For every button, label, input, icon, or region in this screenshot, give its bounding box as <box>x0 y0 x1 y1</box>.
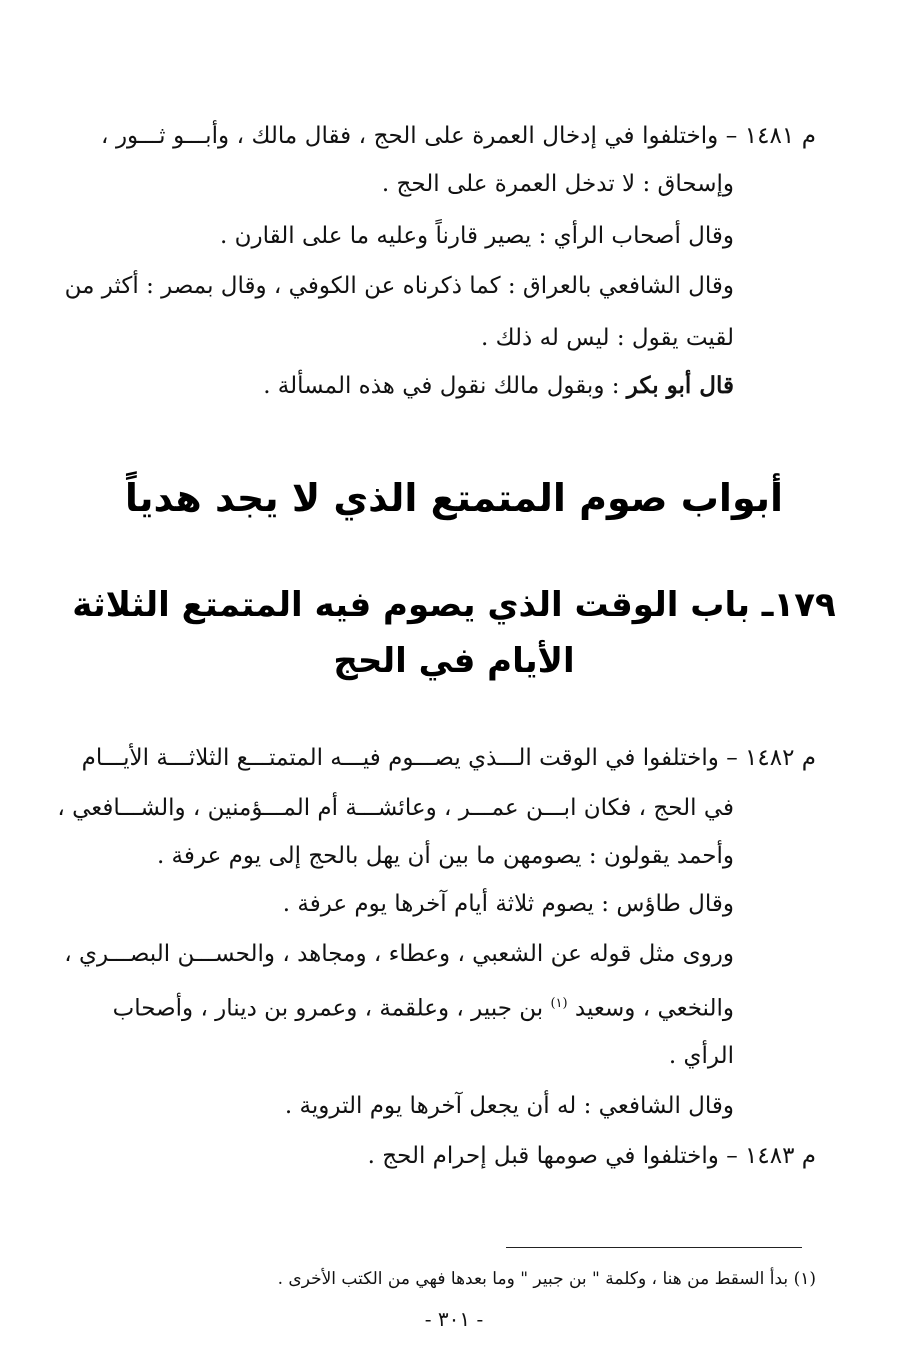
paragraph-1481-line-5: لقيت يقول : ليس له ذلك . <box>481 325 734 351</box>
paragraph-1482-line-8: وقال الشافعي : له أن يجعل آخرها يوم التروية . <box>284 1093 734 1119</box>
paragraph-1481-line-2: وإسحاق : لا تدخل العمرة على الحج . <box>381 171 734 197</box>
section-heading-line-2: الأيام في الحج <box>333 641 575 681</box>
paragraph-1482-line-3: وأحمد يقولون : يصومهن ما بين أن يهل بالحج إلى يوم عرفة . <box>156 843 734 869</box>
paragraph-1483-line-1: م ١٤٨٣ – واختلفوا في صومها قبل إحرام الحج . <box>367 1143 816 1169</box>
paragraph-1482-line-1: م ١٤٨٢ – واختلفوا في الوقت الـــذي يصـــوم فيـــه المتمتـــع الثلاثـــة الأيـــام <box>81 745 816 771</box>
paragraph-1482-line-5: وروى مثل قوله عن الشعبي ، وعطاء ، ومجاهد ، والحســـن البصـــري ، <box>64 941 734 967</box>
abu-bakr-statement <box>263 366 734 406</box>
paragraph-1482-line-4: وقال طاؤس : يصوم ثلاثة أيام آخرها يوم عرفة . <box>282 891 734 917</box>
section-heading-line-1: ١٧٩ـ باب الوقت الذي يصوم فيه المتمتع الثلاثة <box>72 585 836 625</box>
footnote-marker[interactable]: (١) <box>550 996 568 1011</box>
abu-bakr-text: : وبقول مالك نقول في هذه المسألة . <box>263 373 627 399</box>
line-6-start: والنخعي ، وسعيد <box>567 995 734 1022</box>
paragraph-1481-line-1: م ١٤٨١ – واختلفوا في إدخال العمرة على الحج ، فقال مالك ، وأبـــو ثـــور ، <box>101 123 816 149</box>
page-number: - ٣٠١ - <box>424 1307 484 1331</box>
paragraph-1482-line-6 <box>113 984 734 1029</box>
footnote-divider <box>506 1247 802 1248</box>
paragraph-1482-line-2: في الحج ، فكان ابـــن عمـــر ، وعائشـــة أم المـــؤمنين ، والشـــافعي ، <box>57 795 734 821</box>
chapter-heading: أبواب صوم المتمتع الذي لا يجد هدياً <box>124 476 784 520</box>
paragraph-1481-line-3: وقال أصحاب الرأي : يصير قارناً وعليه ما على القارن . <box>220 223 734 249</box>
paragraph-1482-line-7: الرأي . <box>668 1043 734 1069</box>
line-6-end: بن جبير ، وعلقمة ، وعمرو بن دينار ، وأصحاب <box>112 995 551 1022</box>
paragraph-1481-line-4: وقال الشافعي بالعراق : كما ذكرناه عن الكوفي ، وقال بمصر : أكثر من <box>64 273 734 299</box>
abu-bakr-label: قال أبو بكر <box>626 372 734 399</box>
footnote-text: (١) بدأ السقط من هنا ، وكلمة " بن جبير " وما بعدها فهي من الكتب الأخرى . <box>277 1269 816 1289</box>
